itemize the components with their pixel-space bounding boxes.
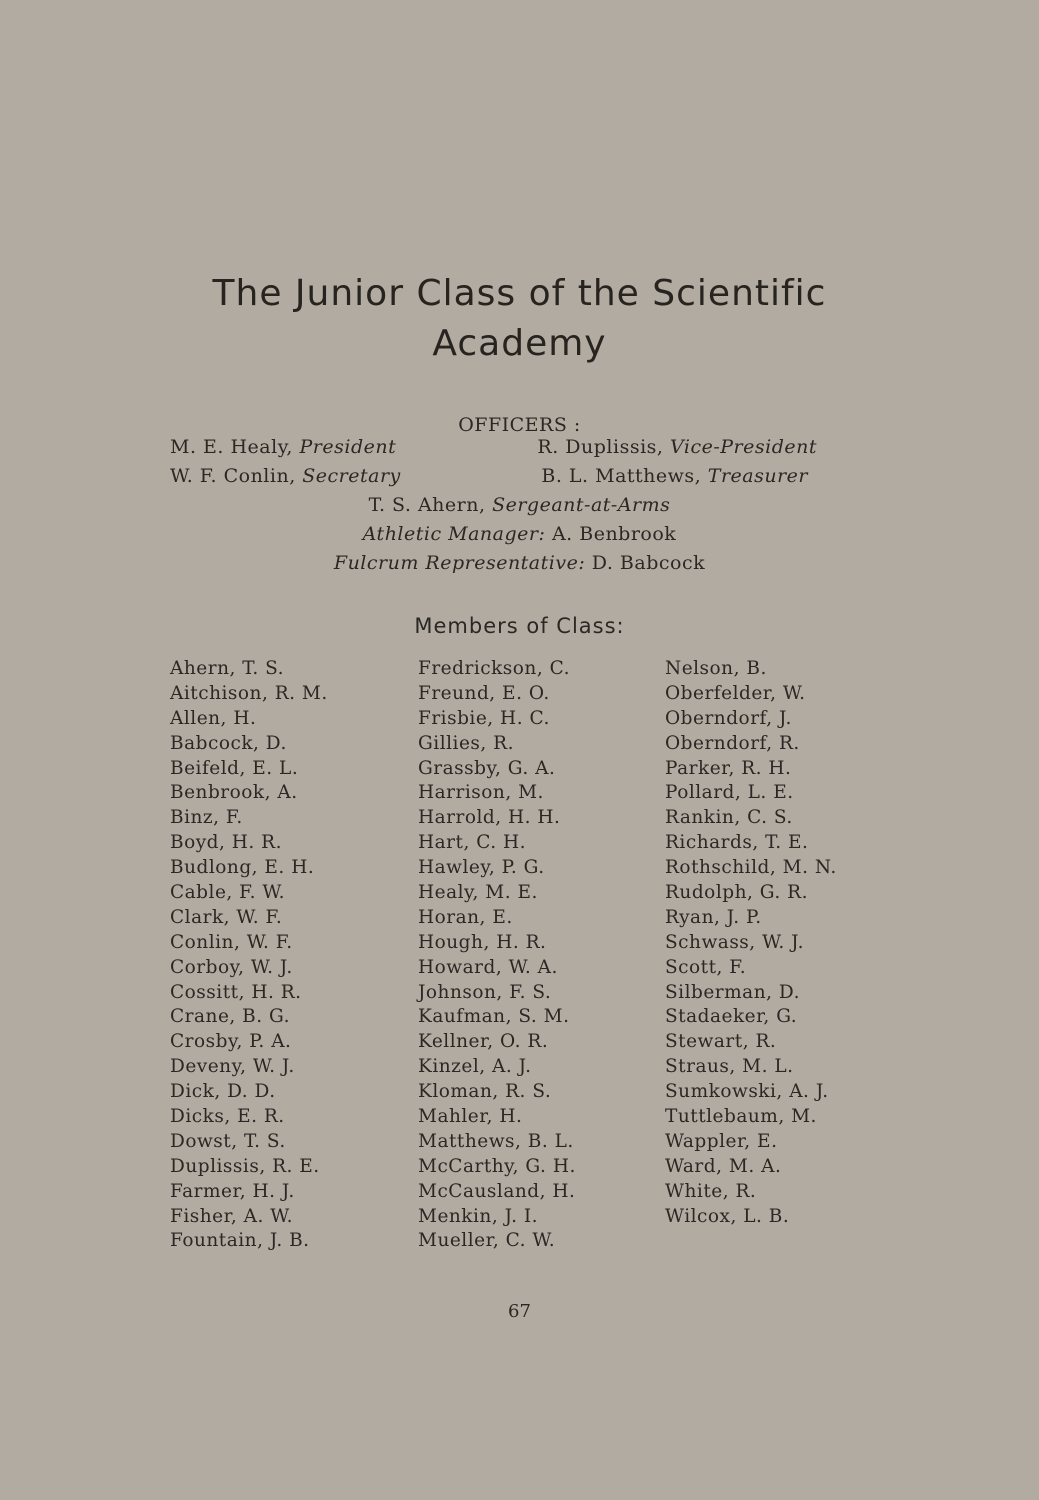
member-name: Sumkowski, A. J. xyxy=(665,1081,829,1103)
member-name: Hart, C. H. xyxy=(418,832,526,854)
member-name: Harrison, M. xyxy=(418,782,544,804)
officer-role: Secretary xyxy=(302,465,401,487)
member-name: Rankin, C. S. xyxy=(665,807,793,829)
officer-role: Sergeant-at-Arms xyxy=(492,494,671,516)
member-name: Wilcox, L. B. xyxy=(665,1205,790,1227)
member-name: Kinzel, A. J. xyxy=(418,1056,532,1078)
member-name: Beifeld, E. L. xyxy=(170,757,299,779)
officer-name: M. E. Healy, xyxy=(170,436,293,458)
member-name: Babcock, D. xyxy=(170,732,287,754)
member-name: Menkin, J. I. xyxy=(418,1205,539,1227)
member-name: Cossitt, H. R. xyxy=(170,981,302,1003)
officer-name: R. Duplissis, xyxy=(537,436,664,458)
member-name: Matthews, B. L. xyxy=(418,1130,574,1152)
officers-heading: OFFICERS : xyxy=(458,414,581,436)
member-name: Kloman, R. S. xyxy=(418,1081,552,1103)
member-name: Mueller, C. W. xyxy=(418,1230,556,1252)
members-column-3 xyxy=(665,657,837,1229)
member-name: Binz, F. xyxy=(170,807,243,829)
officer-vice-president xyxy=(537,436,817,458)
member-name: Dick, D. D. xyxy=(170,1081,276,1103)
member-name: Budlong, E. H. xyxy=(170,857,315,879)
page-title-line-1: The Junior Class of the Scientific xyxy=(212,273,827,314)
officer-name: B. L. Matthews, xyxy=(541,465,702,487)
officer-secretary xyxy=(170,465,401,487)
member-name: Ryan, J. P. xyxy=(665,906,762,928)
member-name: Grassby, G. A. xyxy=(418,757,556,779)
officer-athletic-manager xyxy=(0,523,1039,545)
officer-fulcrum-representative xyxy=(0,552,1039,574)
member-name: Parker, R. H. xyxy=(665,757,792,779)
member-name: Kellner, O. R. xyxy=(418,1031,549,1053)
member-name: Harrold, H. H. xyxy=(418,807,561,829)
officer-name: W. F. Conlin, xyxy=(170,465,296,487)
officer-role: Athletic Manager: xyxy=(362,523,546,545)
member-name: Conlin, W. F. xyxy=(170,931,293,953)
member-name: Hough, H. R. xyxy=(418,931,547,953)
member-name: Horan, E. xyxy=(418,906,513,928)
member-name: Stewart, R. xyxy=(665,1031,777,1053)
member-name: Johnson, F. S. xyxy=(418,981,552,1003)
officer-name: D. Babcock xyxy=(591,552,706,574)
member-name: Crane, B. G. xyxy=(170,1006,291,1028)
member-name: Ward, M. A. xyxy=(665,1155,782,1177)
member-name: Rudolph, G. R. xyxy=(665,882,808,904)
member-name: Fredrickson, C. xyxy=(418,658,570,679)
officer-role: President xyxy=(299,436,397,458)
member-name: Deveny, W. J. xyxy=(170,1056,295,1078)
member-name: Hawley, P. G. xyxy=(418,857,545,879)
member-name: Tuttlebaum, M. xyxy=(665,1106,817,1128)
member-name: Benbrook, A. xyxy=(170,782,298,804)
member-name: Healy, M. E. xyxy=(418,882,538,904)
officer-role: Fulcrum Representative: xyxy=(333,552,586,574)
officer-name: T. S. Ahern, xyxy=(368,494,486,516)
member-name: McCausland, H. xyxy=(418,1180,576,1202)
member-name: Boyd, H. R. xyxy=(170,832,282,854)
member-name: Schwass, W. J. xyxy=(665,931,804,953)
member-name: Ahern, T. S. xyxy=(170,658,285,679)
member-name: Richards, T. E. xyxy=(665,832,809,854)
member-name: Stadaeker, G. xyxy=(665,1006,798,1028)
member-name: Nelson, B. xyxy=(665,658,767,679)
officer-sergeant xyxy=(0,494,1039,516)
member-name: Oberndorf, J. xyxy=(665,707,792,729)
member-name: Scott, F. xyxy=(665,956,747,978)
member-name: Crosby, P. A. xyxy=(170,1031,292,1053)
member-name: Silberman, D. xyxy=(665,981,800,1003)
member-name: Gillies, R. xyxy=(418,732,514,754)
member-name: Rothschild, M. N. xyxy=(665,857,837,879)
officer-president xyxy=(170,436,396,458)
member-name: Kaufman, S. M. xyxy=(418,1006,570,1028)
member-name: Dowst, T. S. xyxy=(170,1130,286,1152)
member-name: Frisbie, H. C. xyxy=(418,707,550,729)
members-column-1 xyxy=(170,657,328,1254)
page-title-line-2: Academy xyxy=(432,323,607,364)
member-name: Cable, F. W. xyxy=(170,882,286,904)
member-name: McCarthy, G. H. xyxy=(418,1155,576,1177)
member-name: Allen, H. xyxy=(170,707,257,729)
member-name: Farmer, H. J. xyxy=(170,1180,295,1202)
member-name: Clark, W. F. xyxy=(170,906,283,928)
members-column-2 xyxy=(418,657,576,1254)
member-name: White, R. xyxy=(665,1180,757,1202)
officer-role: Vice-President xyxy=(670,436,817,458)
member-name: Oberfelder, W. xyxy=(665,682,806,704)
members-heading: Members of Class: xyxy=(414,614,625,638)
member-name: Wappler, E. xyxy=(665,1130,778,1152)
page-number: 67 xyxy=(508,1301,531,1322)
member-name: Howard, W. A. xyxy=(418,956,558,978)
member-name: Fountain, J. B. xyxy=(170,1230,310,1252)
member-name: Mahler, H. xyxy=(418,1106,523,1128)
officer-treasurer xyxy=(541,465,808,487)
officer-role: Treasurer xyxy=(707,465,808,487)
member-name: Straus, M. L. xyxy=(665,1056,794,1078)
member-name: Oberndorf, R. xyxy=(665,732,800,754)
member-name: Pollard, L. E. xyxy=(665,782,794,804)
member-name: Aitchison, R. M. xyxy=(170,682,328,704)
member-name: Freund, E. O. xyxy=(418,682,550,704)
member-name: Fisher, A. W. xyxy=(170,1205,293,1227)
member-name: Dicks, E. R. xyxy=(170,1106,285,1128)
member-name: Corboy, W. J. xyxy=(170,956,293,978)
member-name: Duplissis, R. E. xyxy=(170,1155,320,1177)
officer-name: A. Benbrook xyxy=(551,523,677,545)
